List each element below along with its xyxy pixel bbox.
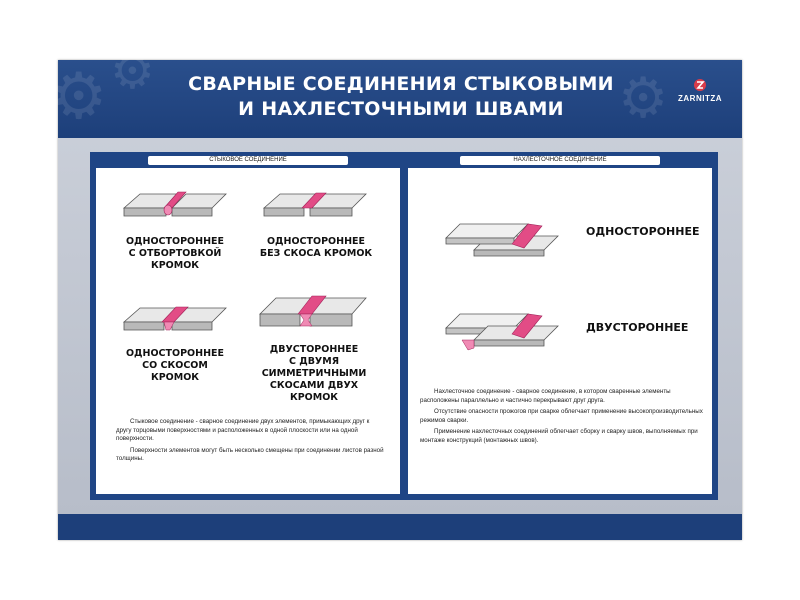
label-line: БЕЗ СКОСА КРОМОК <box>259 248 373 259</box>
lap-paragraph-2: Отсутствие опасности прожогов при сварке облегчает применение высокопроизводительных режимов сварки. <box>420 408 703 424</box>
poster <box>50 43 742 540</box>
bevel-butt-weld-icon <box>120 300 230 340</box>
double-v-butt-weld-icon <box>256 290 372 338</box>
label-line: ОДНОСТОРОННЕЕ <box>125 236 224 247</box>
title-line-2: И НАХЛЕСТОЧНЫМИ ШВАМИ <box>238 98 564 120</box>
gear-decoration-icon: ⚙ <box>110 43 155 99</box>
butt-item-1-label <box>118 236 232 272</box>
double-lap-weld-icon <box>444 302 564 354</box>
label-line: СКОСАМИ ДВУХ КРОМОК <box>269 380 359 403</box>
lap-item-2-label: ДВУСТОРОННЕЕ <box>586 321 689 334</box>
lap-paragraph-3: Применение нахлесточных соединений облегчает сборку и сварку швов, выполняемых при монтаже конструкций (монтажных швов). <box>420 428 698 444</box>
panel-body <box>408 168 712 494</box>
butt-paragraph-1: Стыковое соединение - сварное соединение двух элементов, примыкающих друг к другу торцовыми поверхностями и расположенных в одной плоскости или на одной поверхности. <box>116 418 370 442</box>
lap-joint-heading: НАХЛЕСТОЧНОЕ СОЕДИНЕНИЕ <box>460 156 660 165</box>
page-title <box>166 72 636 122</box>
butt-item-4-label <box>246 344 382 404</box>
panel-header <box>402 152 718 166</box>
label-line: ОДНОСТОРОННЕЕ <box>266 236 365 247</box>
label-line: ДВУСТОРОННЕЕ <box>269 344 359 355</box>
zarnitza-logo-icon <box>693 78 707 92</box>
butt-item-3-label <box>118 348 232 384</box>
gear-decoration-icon: ⚙ <box>50 60 108 132</box>
lap-paragraph-1: Нахлесточное соединение - сварное соединение, в котором сваренные элементы расположены параллельно и частично перекрывают друг друга. <box>420 388 671 404</box>
panel-body <box>96 168 400 494</box>
lap-joint-panel <box>402 152 718 500</box>
label-line: С ДВУМЯ СИММЕТРИЧНЫМИ <box>261 356 367 379</box>
lap-description <box>420 388 706 448</box>
butt-description <box>116 418 384 467</box>
label-line: СО СКОСОМ КРОМОК <box>142 360 208 383</box>
butt-joint-panel <box>90 152 406 500</box>
label-line: С ОТБОРТОВКОЙ КРОМОК <box>128 248 222 271</box>
single-lap-weld-icon <box>444 214 564 262</box>
lap-item-1-label: ОДНОСТОРОННЕЕ <box>586 225 700 238</box>
brand-logo <box>670 78 730 103</box>
panel-header <box>90 152 406 166</box>
butt-item-2-label <box>256 236 376 260</box>
square-butt-weld-icon <box>260 186 370 226</box>
logo-text: ZARNITZA <box>678 94 722 103</box>
butt-joint-heading: СТЫКОВОЕ СОЕДИНЕНИЕ <box>148 156 348 165</box>
title-banner <box>50 43 742 138</box>
title-line-1: СВАРНЫЕ СОЕДИНЕНИЯ СТЫКОВЫМИ <box>188 73 614 95</box>
label-line: ОДНОСТОРОННЕЕ <box>125 348 224 359</box>
flanged-butt-weld-icon <box>120 186 230 226</box>
bottom-bar <box>58 514 742 540</box>
butt-paragraph-2: Поверхности элементов могут быть несколько смещены при соединении листов разной толщины. <box>116 446 384 462</box>
gear-decoration-icon: ⚙ <box>618 66 669 129</box>
